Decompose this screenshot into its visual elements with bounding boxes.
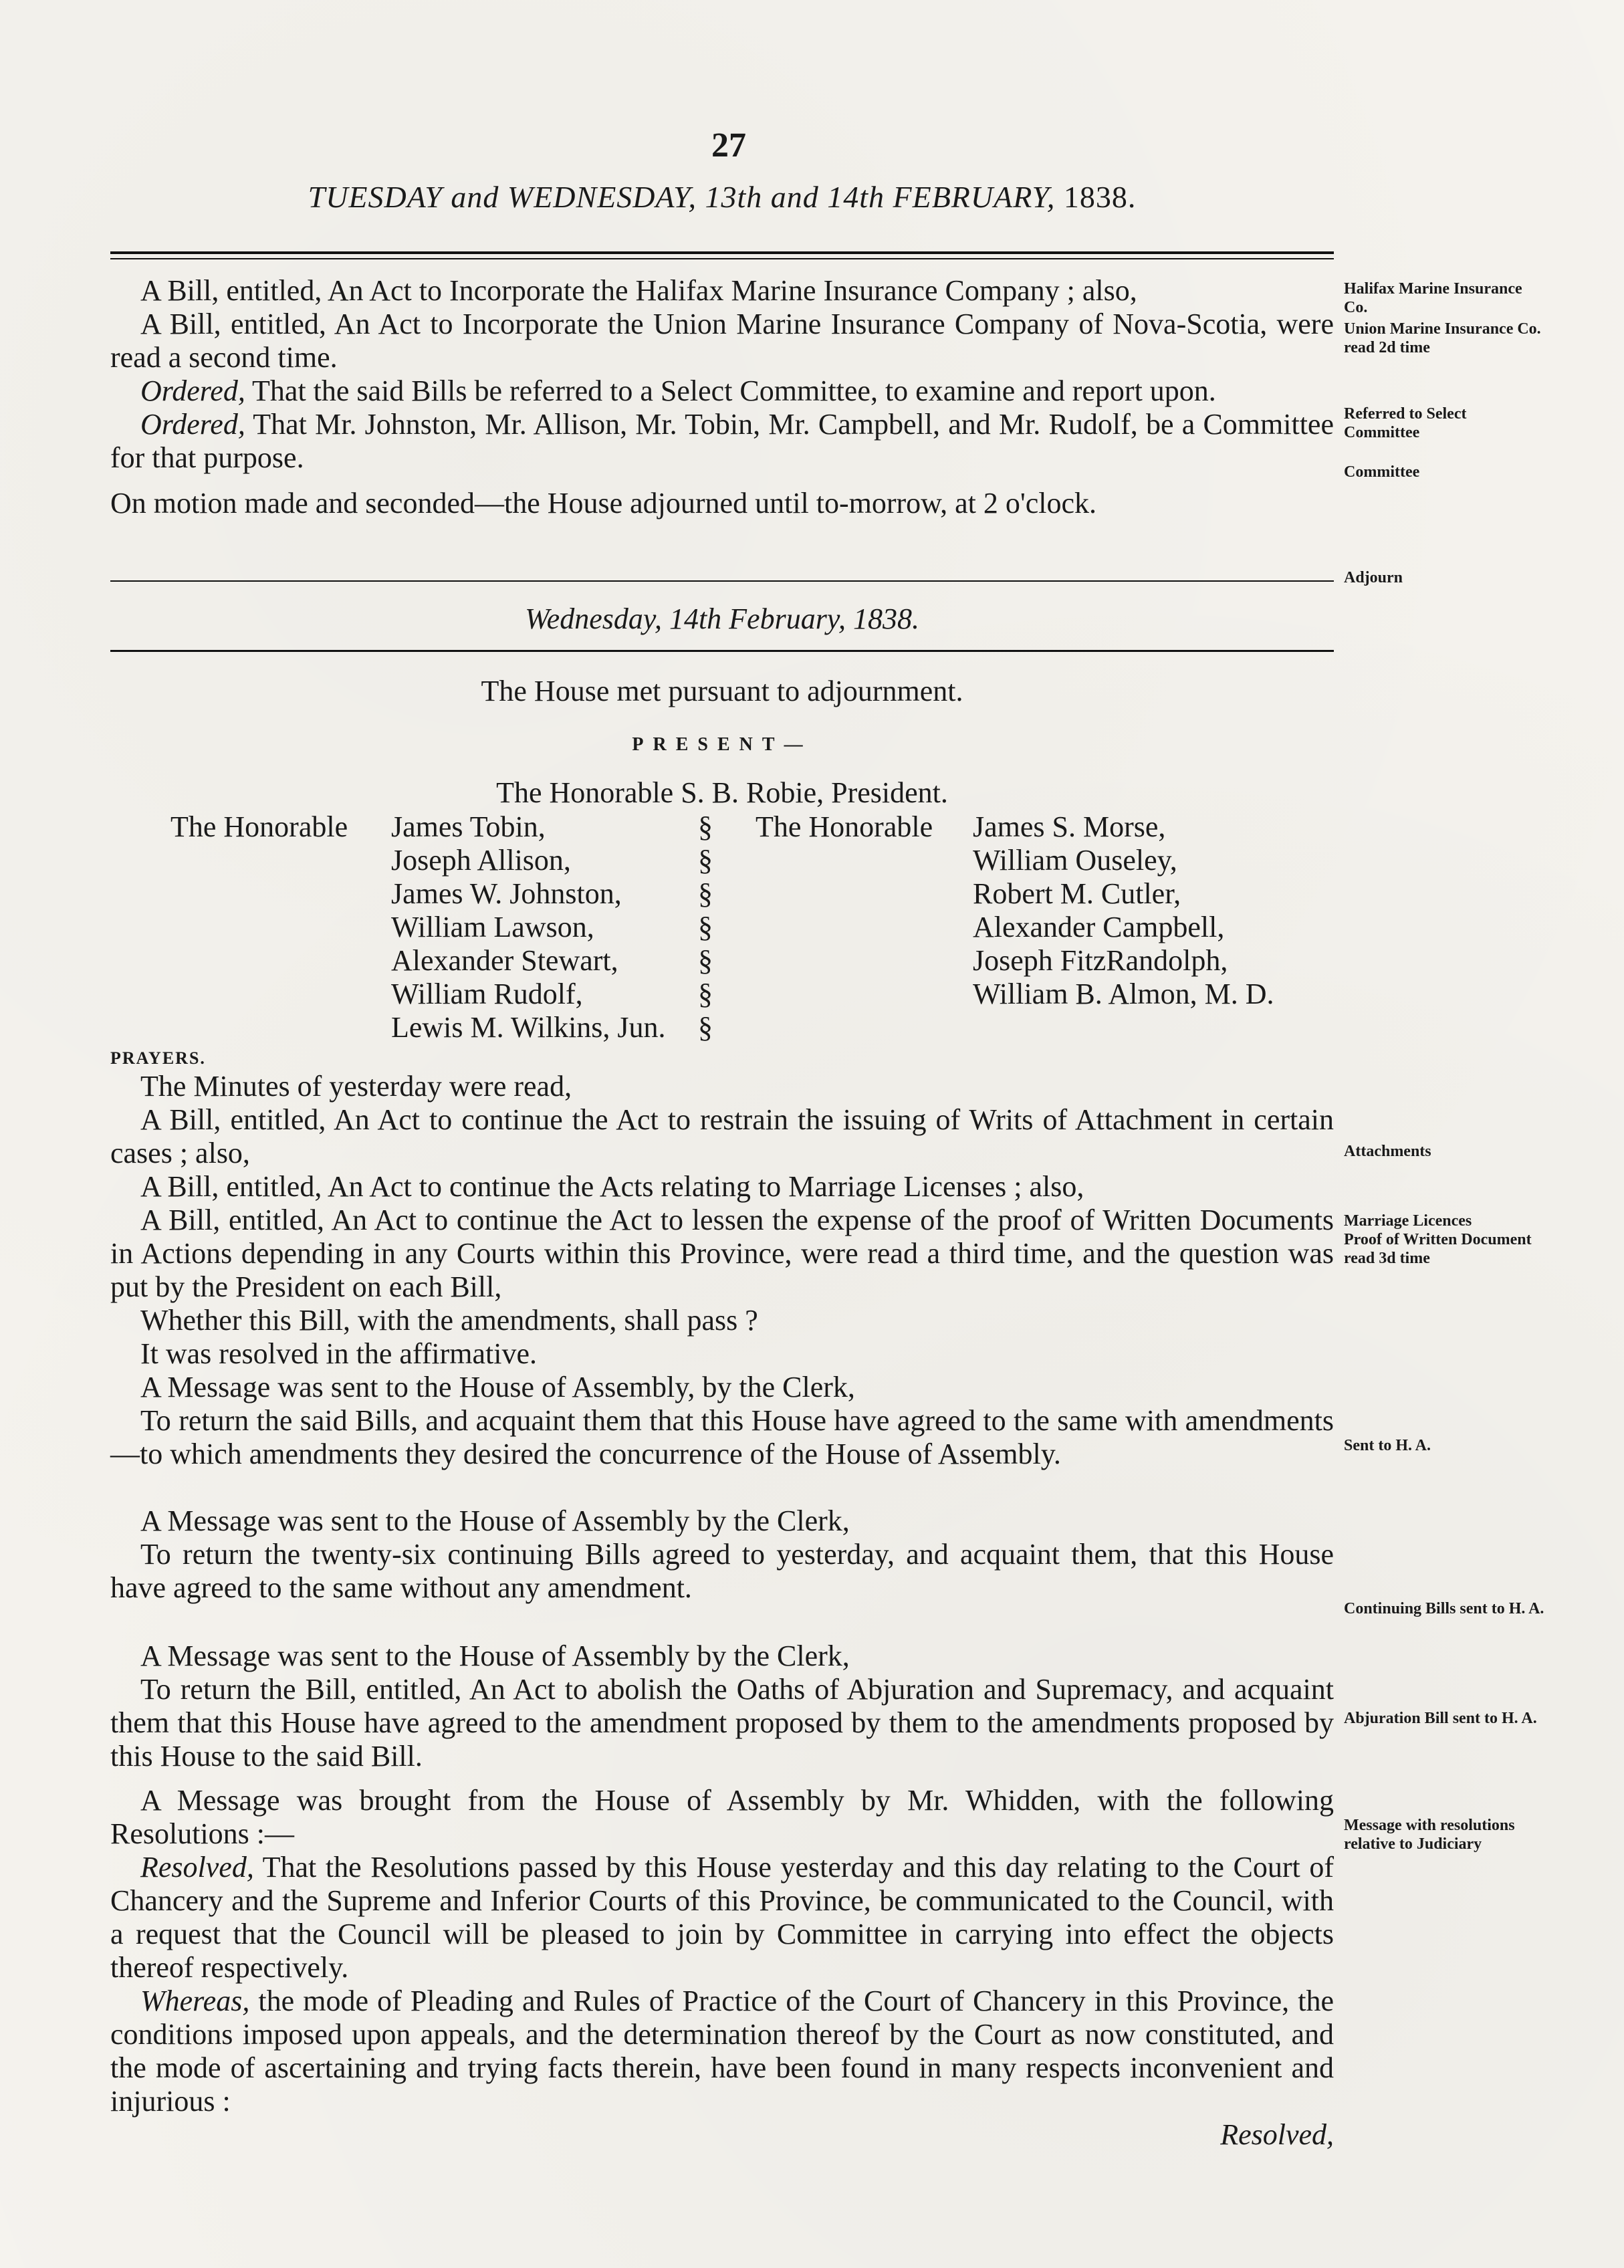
margin-note: Marriage Licences — [1344, 1212, 1472, 1230]
paragraph: A Bill, entitled, An Act to continue the Act to restrain the issuing of Writs of Attachment in certain cases ; also, — [110, 1103, 1334, 1169]
paragraph-text: That the said Bills be referred to a Select Committee, to examine and report upon. — [245, 374, 1216, 407]
catchword: Resolved, — [1220, 2118, 1334, 2151]
paragraph-lead: Resolved, — [140, 1851, 254, 1884]
member-name: James Tobin, — [391, 810, 546, 843]
margin-note: Abjuration Bill sent to H. A. — [1344, 1710, 1537, 1727]
paragraph: A Message was sent to the House of Assembly by the Clerk, — [140, 1639, 850, 1672]
page-number: 27 — [711, 126, 746, 164]
members-left — [391, 810, 666, 1044]
margin-note: Committee — [1344, 463, 1420, 481]
margin-note: Halifax Marine Insurance Co. — [1344, 280, 1522, 316]
margin-note: Attachments — [1344, 1143, 1431, 1160]
title-rule-thick — [110, 251, 1334, 254]
member-name: Joseph FitzRandolph, — [973, 944, 1228, 977]
member-name: William B. Almon, M. D. — [973, 978, 1274, 1010]
margin-note: Proof of Written Document read 3d time — [1344, 1231, 1532, 1267]
paragraph: It was resolved in the affirmative. — [140, 1337, 537, 1370]
member-name: Joseph Allison, — [391, 844, 571, 877]
title-rule-thin — [110, 258, 1334, 259]
member-name: James S. Morse, — [973, 810, 1166, 843]
block-resolutions — [110, 1784, 1334, 2152]
prayers-label: PRAYERS. — [110, 1048, 206, 1068]
section-mark: § — [698, 944, 713, 977]
margin-note: Union Marine Insurance Co. read 2d time — [1344, 320, 1541, 356]
paragraph-text: the mode of Pleading and Rules of Practice of the Court of Chancery in this Province, the conditions imposed upon appeals, and the determination thereof by the Court as now constituted, and the mode of ascertaining and trying facts therein, have been found in many respects inconvenient and injurious : — [110, 1984, 1334, 2118]
paragraph — [110, 1851, 1334, 1984]
page-title — [110, 179, 1334, 215]
member-name: Alexander Stewart, — [391, 944, 618, 977]
block-tuesday — [110, 274, 1334, 520]
title-year: 1838. — [1063, 180, 1137, 214]
paragraph: A Message was brought from the House of Assembly by Mr. Whidden, with the following Resolutions :— — [110, 1784, 1334, 1850]
title-month: FEBRUARY, — [893, 180, 1056, 214]
title-dates: 13th and 14th — [705, 180, 885, 214]
margin-note: Continuing Bills sent to H. A. — [1344, 1600, 1544, 1617]
section-mark: § — [698, 978, 713, 1010]
present-label: PRESENT— — [632, 734, 812, 755]
paragraph: To return the twenty-six continuing Bills agreed to yesterday, and acquaint them, that this House have agreed to the same without any amendment. — [110, 1538, 1334, 1604]
house-met: The House met pursuant to adjournment. — [481, 675, 963, 707]
members-right — [973, 810, 1274, 1011]
paragraph: A Message was sent to the House of Assembly, by the Clerk, — [140, 1371, 855, 1403]
paragraph-lead: Ordered, — [140, 374, 245, 407]
margin-note: Referred to Select Committee — [1344, 405, 1467, 441]
title-and: and — [451, 180, 499, 214]
margin-note: Adjourn — [1344, 569, 1403, 586]
members-left-prefix: The Honorable — [170, 810, 348, 843]
section-mark: § — [698, 810, 713, 843]
paragraph: A Bill, entitled, An Act to Incorporate the Union Marine Insurance Company of Nova-Scotia, were read a second time. — [110, 308, 1334, 374]
member-name: William Rudolf, — [391, 978, 583, 1010]
section-mark: § — [698, 1011, 713, 1044]
member-name: Robert M. Cutler, — [973, 877, 1181, 910]
block-continuing-bills — [110, 1504, 1334, 1605]
paragraph: A Bill, entitled, An Act to Incorporate the Halifax Marine Insurance Company ; also, — [140, 274, 1137, 307]
member-name: William Lawson, — [391, 911, 594, 943]
paragraph: A Message was sent to the House of Assembly by the Clerk, — [140, 1504, 850, 1537]
section-rule — [110, 650, 1334, 652]
block-abjuration — [110, 1639, 1334, 1773]
member-name: James W. Johnston, — [391, 877, 622, 910]
paragraph: On motion made and seconded—the House adjourned until to-morrow, at 2 o'clock. — [110, 487, 1097, 520]
section-mark: § — [698, 844, 713, 877]
paragraph: A Bill, entitled, An Act to continue the Acts relating to Marriage Licenses ; also, — [140, 1170, 1084, 1203]
title-day1: TUESDAY — [308, 180, 443, 214]
paragraph — [110, 408, 1334, 475]
section-mark: § — [698, 877, 713, 910]
paragraph-lead: Whereas, — [140, 1984, 250, 2017]
paragraph: To return the Bill, entitled, An Act to abolish the Oaths of Abjuration and Supremacy, and acquaint them that this House have agreed to the amendment proposed by them to the amendments proposed by this House to the said Bill. — [110, 1673, 1334, 1773]
margin-note: Message with resolutions relative to Judiciary — [1344, 1817, 1515, 1853]
member-name: Alexander Campbell, — [973, 911, 1225, 943]
date-heading: Wednesday, 14th February, 1838. — [525, 602, 919, 635]
paragraph: Whether this Bill, with the amendments, shall pass ? — [140, 1304, 758, 1337]
paragraph — [110, 1984, 1334, 2118]
paragraph-text: That the Resolutions passed by this House yesterday and this day relating to the Court of Chancery and the Supreme and Inferior Courts of this Province, be communicated to the Council, with a request that the Council will be pleased to join by Committee in carrying into effect the objects thereof respectively. — [110, 1851, 1334, 1984]
margin-note: Sent to H. A. — [1344, 1437, 1431, 1454]
section-mark: § — [698, 911, 713, 943]
paragraph: A Bill, entitled, An Act to continue the Act to lessen the expense of the proof of Written Documents in Actions depending in any Courts within this Province, were read a third time, and the question was put by the President on each Bill, — [110, 1204, 1334, 1303]
member-name: Lewis M. Wilkins, Jun. — [391, 1011, 666, 1044]
member-name: William Ouseley, — [973, 844, 1177, 877]
block-minutes — [110, 1070, 1334, 1471]
members-right-prefix: The Honorable — [756, 810, 933, 843]
paragraph: The Minutes of yesterday were read, — [140, 1070, 572, 1103]
title-day2: WEDNESDAY, — [507, 180, 697, 214]
president: The Honorable S. B. Robie, President. — [496, 776, 948, 809]
paragraph: To return the said Bills, and acquaint them that this House have agreed to the same with amendments—to which amendments they desired the concurrence of the House of Assembly. — [110, 1404, 1334, 1470]
section-rule — [110, 580, 1334, 582]
paragraph — [110, 374, 1334, 408]
section-marks — [695, 810, 715, 1044]
paragraph-text: That Mr. Johnston, Mr. Allison, Mr. Tobin, Mr. Campbell, and Mr. Rudolf, be a Committee for that purpose. — [110, 408, 1334, 474]
paragraph-lead: Ordered, — [140, 408, 245, 441]
